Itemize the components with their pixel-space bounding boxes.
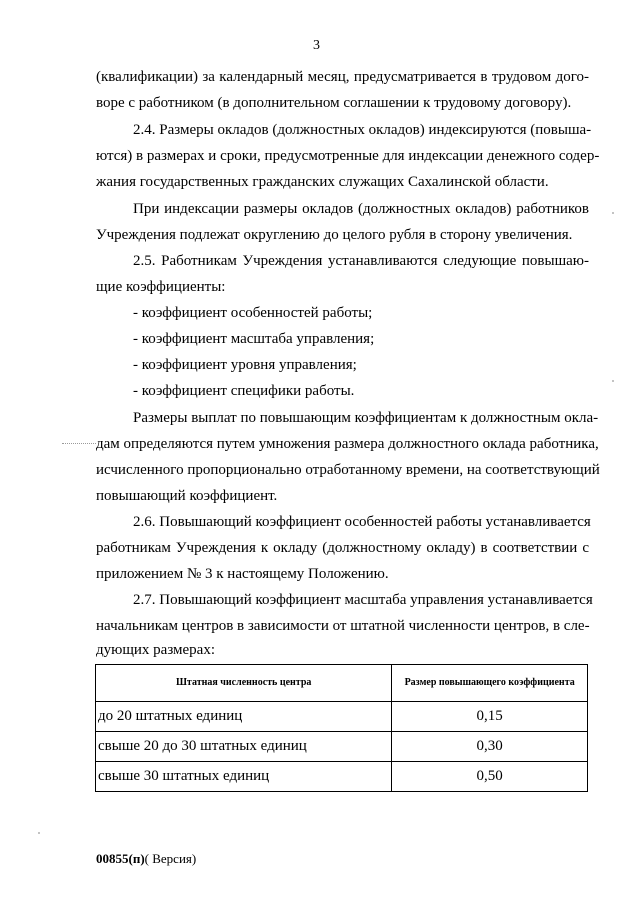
- table-cell-coefficient: 0,30: [392, 732, 588, 762]
- scan-artifact-dots: [62, 443, 96, 445]
- text-line: 2.6. Повышающий коэффициент особенностей работы устанавливается: [133, 514, 591, 530]
- table-cell-staff: свыше 20 до 30 штатных единиц: [96, 732, 392, 762]
- text-line: 2.7. Повышающий коэффициент масштаба управления устанавливается: [133, 592, 593, 608]
- text-line: дующих размерах:: [96, 642, 216, 658]
- column-header-coefficient: Размер повышающего коэффициента: [392, 665, 588, 702]
- text-line: Учреждения подлежат округлению до целого рубля в сторону увеличения.: [96, 227, 573, 243]
- text-line: 2.4. Размеры окладов (должностных окладов) индексируются (повыша-: [133, 122, 592, 138]
- text-line: исчисленного пропорционально отработанному времени, на соответствующий: [96, 462, 600, 478]
- column-header-staff: Штатная численность центра: [96, 665, 392, 702]
- bullet-item: - коэффициент масштаба управления;: [133, 331, 375, 347]
- text-line: (квалификации) за календарный месяц, предусматривается в трудовом дого-: [96, 69, 589, 85]
- document-code: 00855(п): [96, 851, 145, 866]
- page-number: 3: [313, 38, 320, 53]
- bullet-item: - коэффициент уровня управления;: [133, 357, 357, 373]
- text-line: ются) в размерах и сроки, предусмотренные для индексации денежного содер-: [96, 148, 600, 164]
- table-cell-coefficient: 0,15: [392, 702, 588, 732]
- text-line: приложением № 3 к настоящему Положению.: [96, 566, 389, 582]
- coefficient-table: [95, 664, 588, 792]
- text-line: щие коэффициенты:: [96, 279, 226, 295]
- table-row: [96, 762, 588, 792]
- text-line: работникам Учреждения к окладу (должностному окладу) в соответствии с: [96, 540, 589, 556]
- text-line: воре с работником (в дополнительном соглашении к трудовому договору).: [96, 95, 572, 111]
- document-version: ( Версия): [144, 851, 197, 866]
- text-line: 2.5. Работникам Учреждения устанавливаются следующие повышаю-: [133, 253, 589, 269]
- table-header-row: [96, 665, 588, 702]
- table-row: [96, 702, 588, 732]
- table-row: [96, 732, 588, 762]
- scan-speck: [38, 832, 40, 834]
- text-line: При индексации размеры окладов (должностных окладов) работников: [133, 201, 589, 217]
- text-line: Размеры выплат по повышающим коэффициентам к должностным окла-: [133, 410, 599, 426]
- text-line: начальникам центров в зависимости от штатной численности центров, в сле-: [96, 618, 590, 634]
- scan-speck: [612, 212, 614, 214]
- table-cell-coefficient: 0,50: [392, 762, 588, 792]
- text-line: повышающий коэффициент.: [96, 488, 278, 504]
- document-footer: [96, 851, 196, 867]
- table-cell-staff: до 20 штатных единиц: [96, 702, 392, 732]
- bullet-item: - коэффициент специфики работы.: [133, 383, 355, 399]
- table-cell-staff: свыше 30 штатных единиц: [96, 762, 392, 792]
- text-line: жания государственных гражданских служащих Сахалинской области.: [96, 174, 549, 190]
- text-line: дам определяются путем умножения размера должностного оклада работника,: [96, 436, 599, 452]
- scan-speck: [612, 380, 614, 382]
- bullet-item: - коэффициент особенностей работы;: [133, 305, 373, 321]
